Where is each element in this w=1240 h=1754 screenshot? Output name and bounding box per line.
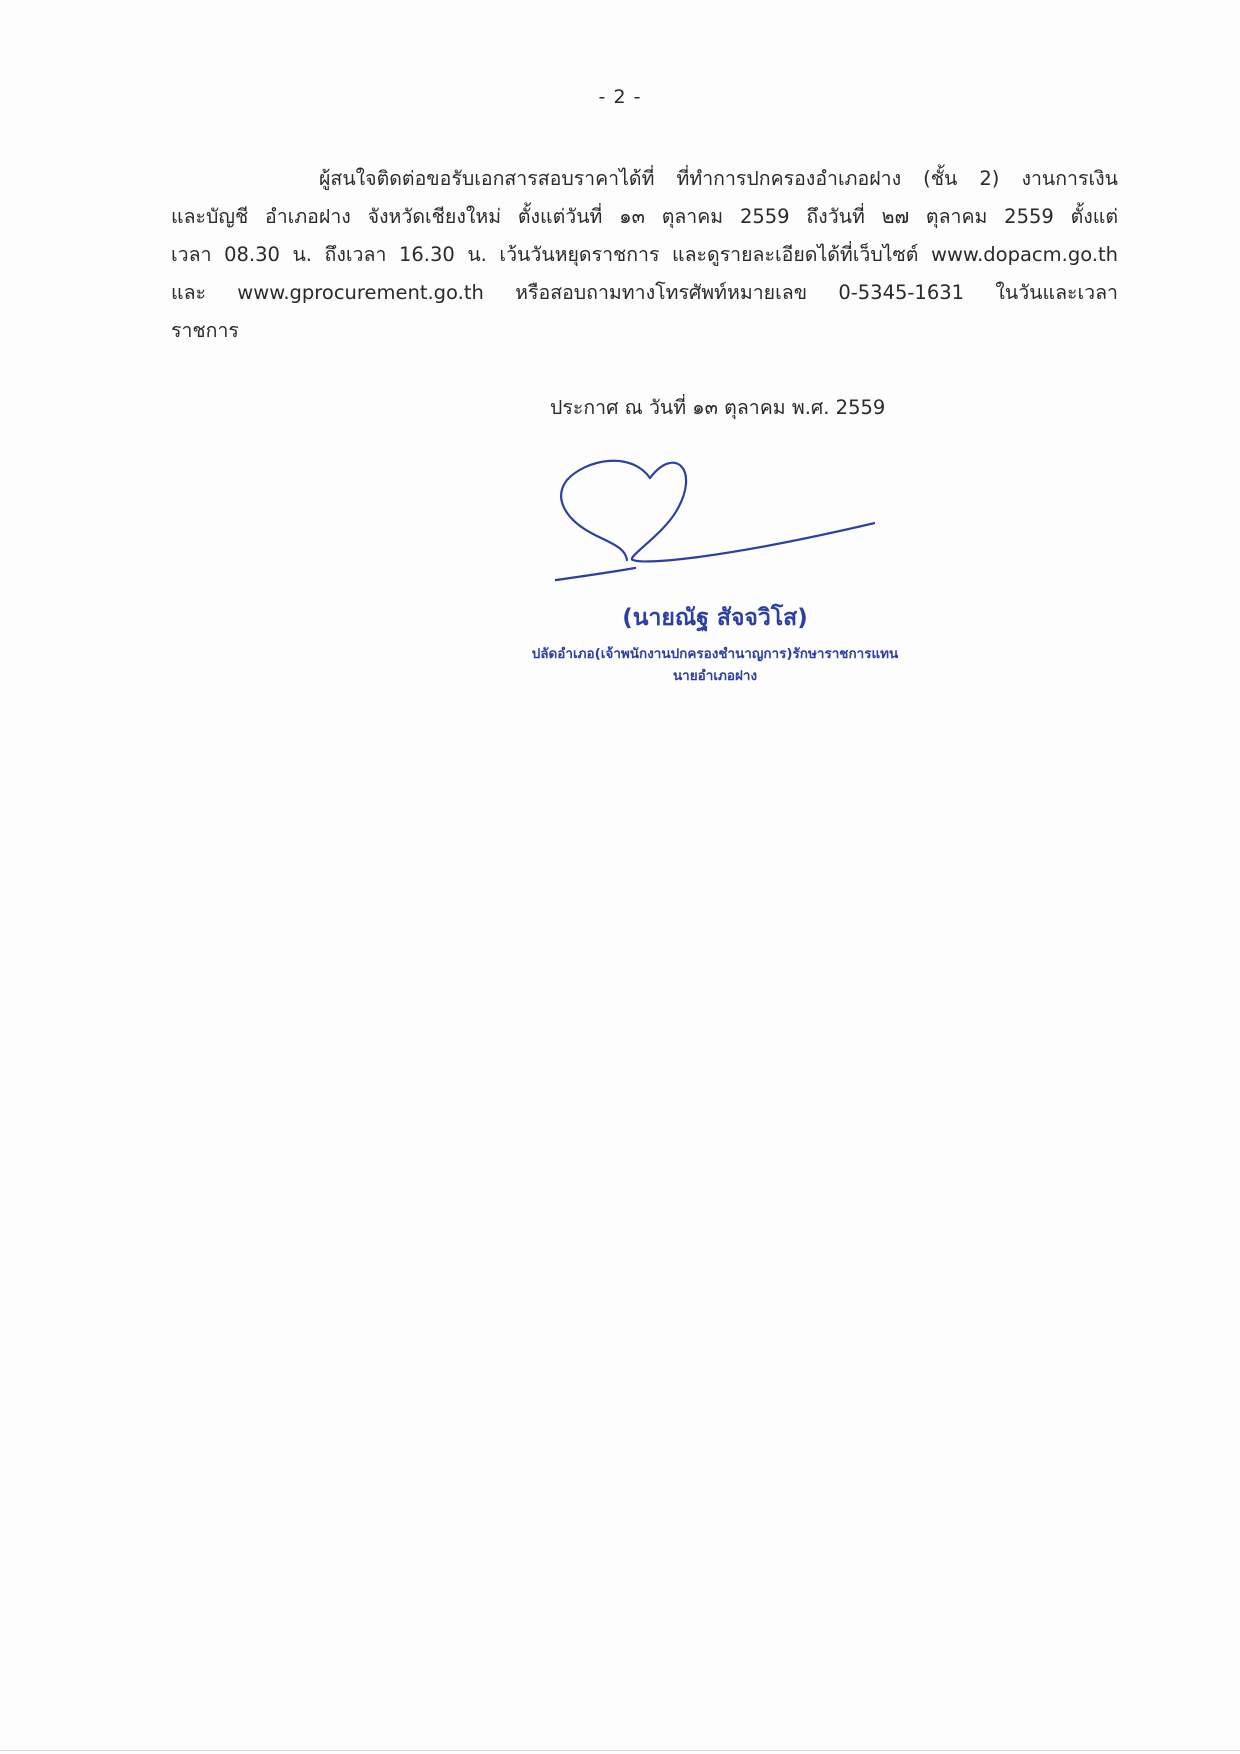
signer-position-title: นายอำเภอฝาง <box>672 668 758 684</box>
paragraph-line: ราชการ <box>171 319 239 342</box>
signer-position: ปลัดอำเภอ(เจ้าพนักงานปกครองชำนาญการ)รักษาราชการแทน <box>531 646 899 662</box>
contact-paragraph <box>171 160 1118 350</box>
paragraph-line: และบัญชี อำเภอฝาง จังหวัดเชียงใหม่ ตั้งแต่วันที่ ๑๓ ตุลาคม 2559 ถึงวันที่ ๒๗ ตุลาคม 2559 ตั้งแต่ <box>171 205 1118 228</box>
paragraph-line: และ www.gprocurement.go.th หรือสอบถามทางโทรศัพท์หมายเลข 0-5345-1631 ในวันและเวลา <box>171 281 1118 304</box>
page-edge-divider <box>0 1750 1240 1751</box>
paragraph-line: ผู้สนใจติดต่อขอรับเอกสารสอบราคาได้ที่ ที่ทำการปกครองอำเภอฝาง (ชั้น 2) งานการเงิน <box>319 167 1118 190</box>
paragraph-line: เวลา 08.30 น. ถึงเวลา 16.30 น. เว้นวันหยุดราชการ และดูรายละเอียดได้ที่เว็บไซต์ www.dopacm.go.th <box>171 243 1118 266</box>
page-number: - 2 - <box>598 86 642 108</box>
announcement-date: ประกาศ ณ วันที่ ๑๓ ตุลาคม พ.ศ. 2559 <box>550 396 886 419</box>
signer-name: (นายณัฐ สัจจวิโส) <box>622 605 808 631</box>
handwritten-signature-icon <box>555 440 875 600</box>
